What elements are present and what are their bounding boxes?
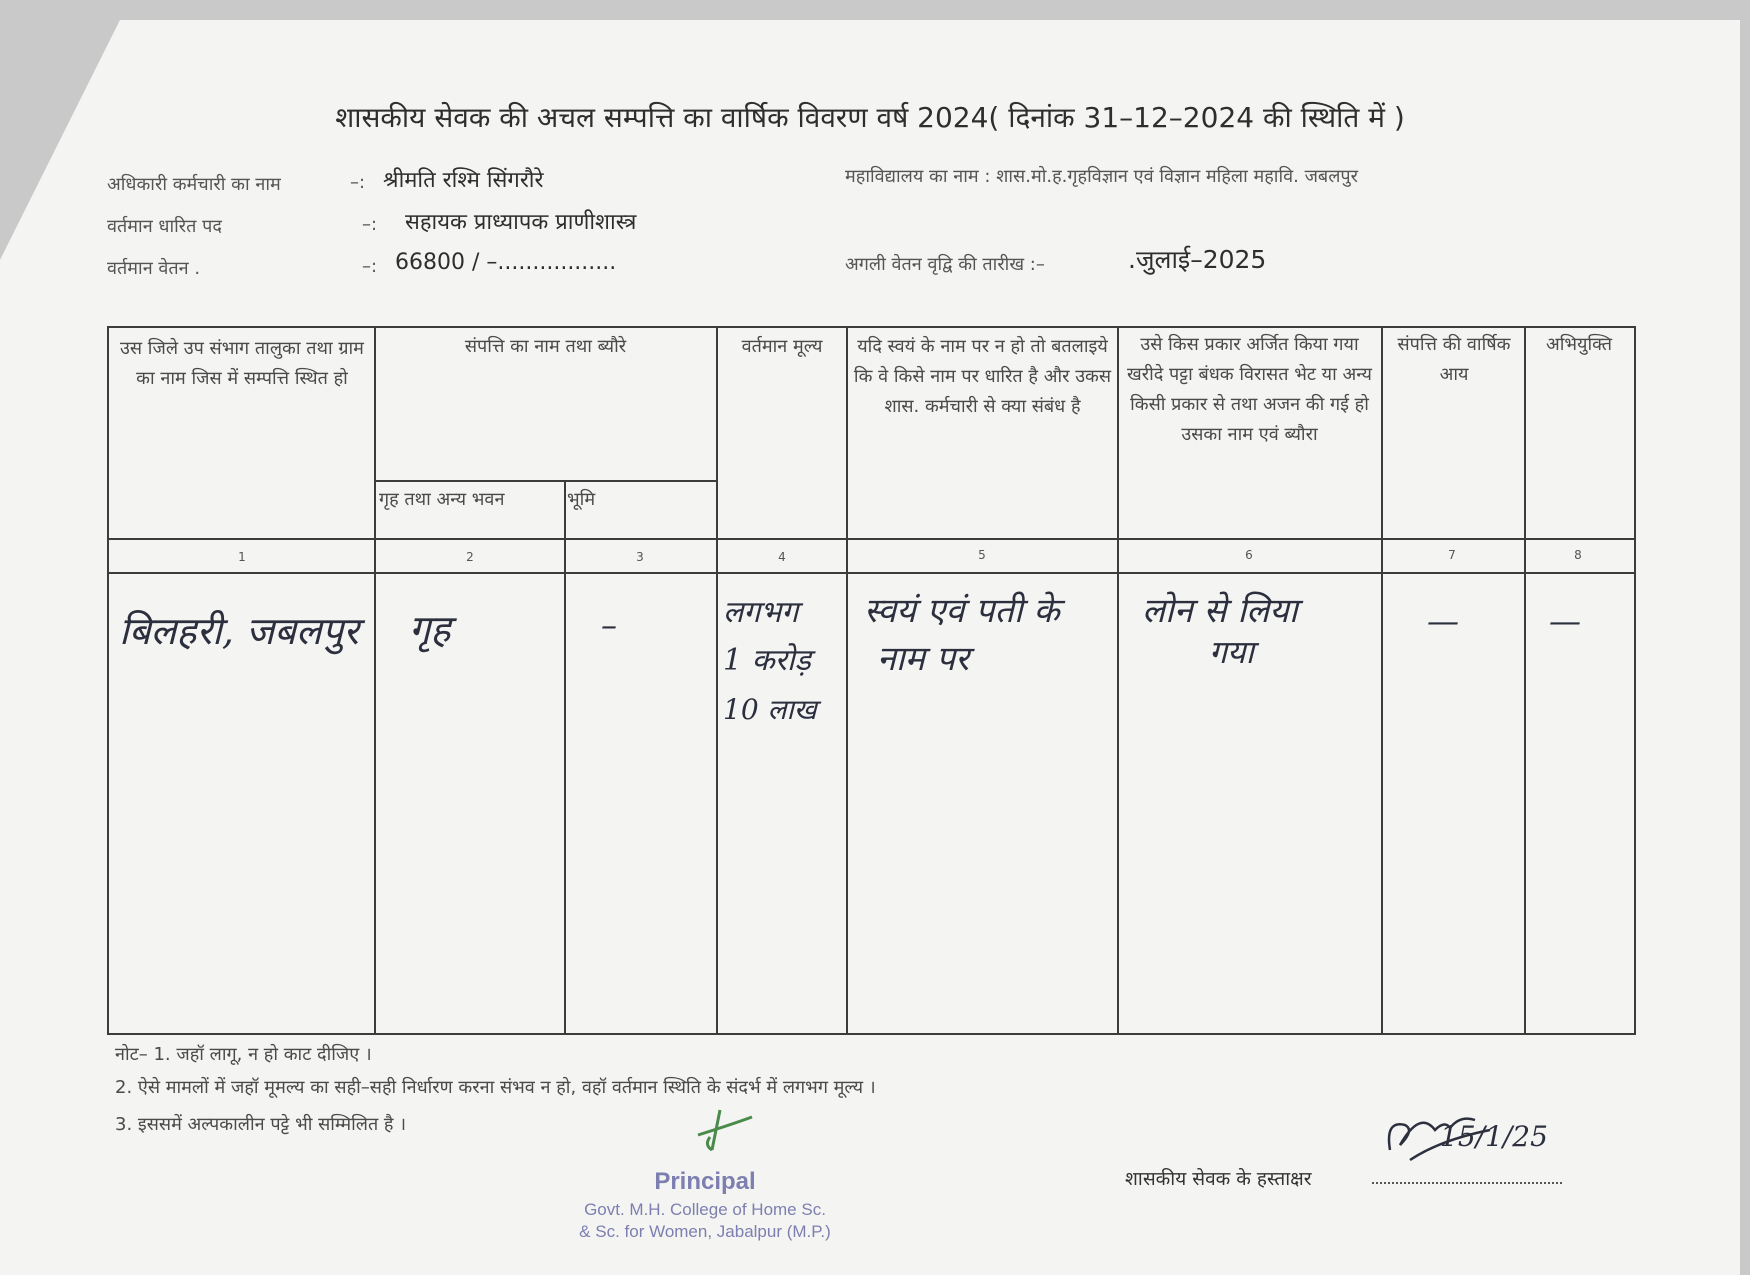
cell-value-line2: 1 करोड़ bbox=[723, 643, 811, 678]
salary-value: 66800 / –................. bbox=[395, 250, 617, 275]
column-number: 7 bbox=[1448, 548, 1456, 562]
stamp-title: Principal bbox=[654, 1168, 756, 1195]
header-remarks: अभियुक्ति bbox=[1545, 334, 1613, 355]
employee-name-sep: –: bbox=[350, 172, 366, 193]
header-annual-income: संपत्ति की वार्षिक आय bbox=[1397, 334, 1511, 385]
document-title: शासकीय सेवक की अचल सम्पत्ति का वार्षिक विवरण वर्ष 2024( दिनांक 31–12–2024 की स्थिति में ) bbox=[335, 101, 1405, 134]
header-current-value: वर्तमान मूल्य bbox=[741, 336, 823, 357]
col-divider bbox=[374, 328, 376, 1033]
cell-value-line3: 10 लाख bbox=[723, 693, 817, 726]
employee-name-value: श्रीमति रश्मि सिंगरौरे bbox=[383, 168, 544, 193]
column-number: 1 bbox=[238, 550, 246, 564]
note-3: 3. इससमें अल्पकालीन पट्टे भी सम्मिलित है । bbox=[115, 1114, 407, 1135]
col-divider bbox=[1524, 328, 1526, 1033]
signature-line bbox=[1372, 1172, 1562, 1184]
column-number: 5 bbox=[978, 548, 986, 562]
cell-location: बिलहरी, जबलपुर bbox=[119, 609, 359, 653]
cell-ownership-line1: स्वयं एवं पती के bbox=[864, 591, 1060, 631]
col-divider bbox=[1381, 328, 1383, 1033]
col-divider bbox=[1117, 328, 1119, 1033]
college-label: महाविद्यालय का नाम : शास.मो.ह.गृहविज्ञान एवं विज्ञान महिला महावि. जबलपुर bbox=[845, 166, 1359, 187]
signature-date: 15/1/25 bbox=[1440, 1120, 1548, 1153]
post-value: सहायक प्राध्यापक प्राणीशास्त्र bbox=[405, 210, 637, 235]
column-number: 6 bbox=[1245, 548, 1253, 562]
stamp-line2: & Sc. for Women, Jabalpur (M.P.) bbox=[579, 1222, 831, 1241]
property-table bbox=[107, 326, 1636, 1035]
cell-value-line1: लगभग bbox=[723, 595, 799, 630]
cell-building: गृह bbox=[409, 607, 451, 651]
header-land: भूमि bbox=[567, 489, 596, 510]
cell-income: — bbox=[1427, 602, 1459, 640]
principal-stamp bbox=[555, 1168, 855, 1242]
increment-label: अगली वेतन वृद्वि की तारीख :– bbox=[845, 254, 1045, 275]
post-sep: –: bbox=[362, 214, 378, 235]
salary-sep: –: bbox=[362, 256, 378, 277]
cell-remarks: — bbox=[1549, 602, 1581, 640]
document-page bbox=[0, 20, 1740, 1275]
col-divider bbox=[846, 328, 848, 1033]
col-divider bbox=[564, 480, 566, 1033]
signature-label: शासकीय सेवक के हस्ताक्षर bbox=[1125, 1168, 1312, 1190]
header-building: गृह तथा अन्य भवन bbox=[379, 489, 505, 510]
row-divider bbox=[109, 538, 1634, 540]
cell-land: – bbox=[601, 606, 617, 644]
stamp-line1: Govt. M.H. College of Home Sc. bbox=[584, 1200, 826, 1219]
note-2: 2. ऐसे मामलों में जहॉ मूमल्य का सही–सही निर्धारण करना संभव न हो, वहॉ वर्तमान स्थिति के संदर्भ में लगभग मूल्य । bbox=[115, 1077, 876, 1098]
row-divider bbox=[374, 480, 716, 482]
cell-acquisition-line1: लोन से लिया bbox=[1142, 591, 1298, 631]
header-location: उस जिले उप संभाग तालुका तथा ग्राम का नाम जिस में सम्पत्ति स्थित हो bbox=[120, 338, 364, 389]
header-acquisition: उसे किस प्रकार अर्जित किया गया खरीदे पट्टा बंधक विरासत भेट या अन्य किसी प्रकार से तथा अजन की गई हो उसका नाम एवं ब्यौरा bbox=[1127, 334, 1372, 445]
increment-value: .जुलाई–2025 bbox=[1128, 245, 1267, 274]
header-property-name: संपत्ति का नाम तथा ब्यौरे bbox=[464, 336, 627, 357]
salary-label: वर्तमान वेतन . bbox=[107, 258, 201, 279]
col-divider bbox=[716, 328, 718, 1033]
cell-acquisition-line2: गया bbox=[1209, 633, 1254, 671]
employee-name-label: अधिकारी कर्मचारी का नाम bbox=[107, 174, 281, 195]
post-label: वर्तमान धारित पद bbox=[107, 216, 222, 237]
cell-ownership-line2: नाम पर bbox=[877, 639, 970, 679]
row-divider bbox=[109, 572, 1634, 574]
column-number: 3 bbox=[636, 550, 644, 564]
column-number: 4 bbox=[778, 550, 786, 564]
column-number: 8 bbox=[1574, 548, 1582, 562]
principal-initial-signature bbox=[690, 1105, 760, 1165]
note-1: नोट– 1. जहॉ लागू, न हो काट दीजिए । bbox=[115, 1044, 372, 1065]
column-number: 2 bbox=[466, 550, 474, 564]
header-ownership: यदि स्वयं के नाम पर न हो तो बतलाइये कि वे किसे नाम पर धारित है और उकस शास. कर्मचारी से क्या संबंध है bbox=[853, 336, 1112, 417]
page-fold bbox=[0, 20, 120, 260]
